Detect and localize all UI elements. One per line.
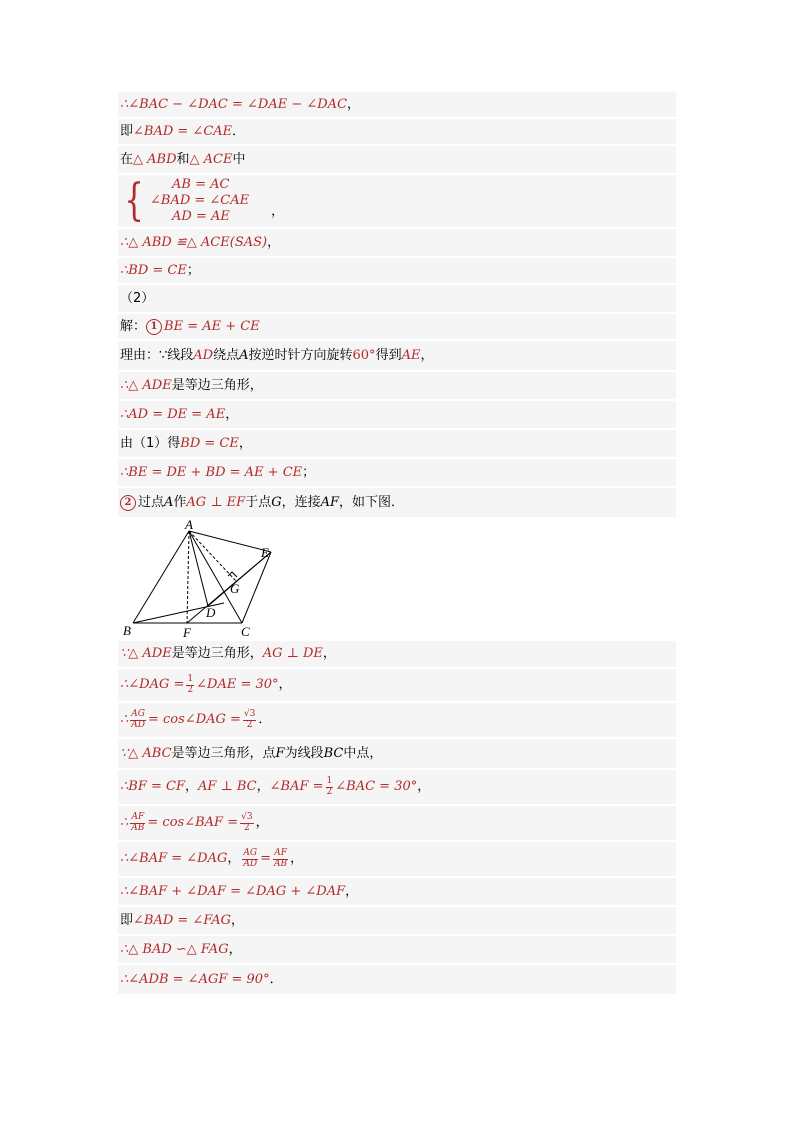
line-17: ∴ $\frac{AG}{AD}$ = cos∠DAG = $\frac{√3}{2}$ ． xyxy=(118,703,676,739)
line-7: （2） xyxy=(118,285,676,314)
line-2: 即 ∠BAD = ∠CAE ． xyxy=(118,119,676,146)
fraction: $\frac{AG}{AD}$ xyxy=(131,709,145,730)
figure-row xyxy=(118,519,676,641)
fraction: $\frac{√3}{2}$ xyxy=(243,709,256,730)
segment-AG-dashed xyxy=(189,531,236,581)
line-25: ∴∠ADB = ∠AGF = 90° ． xyxy=(118,965,676,996)
line-19: ∴BF = CF ， AF ⊥ BC ， ∠BAF = $\frac{1}{2}$ ∠BAC = 30° ， xyxy=(118,770,676,806)
fraction: $\frac{AF}{AB}$ xyxy=(274,848,288,869)
label-D: D xyxy=(206,605,216,620)
line-21: ∴∠BAF = ∠DAG ， $\frac{AG}{AD}$ = $\frac{AF}{AB}$ ， xyxy=(118,842,676,878)
line-12: 由（1）得 BD = CE ， xyxy=(118,430,676,459)
line-15: ∵△ ADE 是等边三角形， AG ⊥ DE ， xyxy=(118,641,676,669)
label-C: C xyxy=(241,624,250,639)
line-18: ∵△ ABC 是等边三角形，点 F 为线段 BC 中点， xyxy=(118,739,676,770)
label-A: A xyxy=(185,519,193,532)
line-1: ∴∠BAC − ∠DAC = ∠DAE − ∠DAC ， xyxy=(118,92,676,119)
label-F: F xyxy=(183,625,191,639)
segment-AD xyxy=(189,531,208,606)
line-23: 即 ∠BAD = ∠FAG ， xyxy=(118,907,676,936)
fraction: $\frac{AF}{AB}$ xyxy=(131,812,145,833)
equation-system: { AB = AC ∠BAD = ∠CAE AD = AE ， xyxy=(124,175,285,226)
fraction: $\frac{1}{2}$ xyxy=(187,674,194,695)
label-G: G xyxy=(230,581,240,596)
math-expr: ∠BAD = ∠CAE xyxy=(133,123,233,139)
line-13: ∴BE = DE + BD = AE + CE ； xyxy=(118,459,676,488)
segment-AE xyxy=(189,531,271,552)
line-8: 解： 1 BE = AE + CE xyxy=(118,314,676,341)
label-B: B xyxy=(123,623,131,638)
fraction: $\frac{AG}{AD}$ xyxy=(243,848,258,869)
right-angle-mark xyxy=(228,572,237,577)
geometry-figure xyxy=(120,519,274,639)
line-22: ∴∠BAF + ∠DAF = ∠DAG + ∠DAF ， xyxy=(118,878,676,907)
segment-AF-dashed xyxy=(187,531,189,623)
left-brace-icon: { xyxy=(124,175,144,226)
circled-number: 1 xyxy=(146,319,162,335)
label-E: E xyxy=(261,545,269,560)
line-16: ∴∠DAG = $\frac{1}{2}$ ∠DAE = 30° ， xyxy=(118,669,676,703)
line-3: 在 △ ABD 和 △ ACE 中 xyxy=(118,146,676,175)
segment-AB xyxy=(133,531,189,623)
line-11: ∴AD = DE = AE ， xyxy=(118,401,676,430)
segment-EC xyxy=(242,552,271,623)
math-expr: ∴∠BAC − ∠DAC = ∠DAE − ∠DAC xyxy=(120,96,348,112)
line-20: ∴ $\frac{AF}{AB}$ = cos∠BAF = $\frac{√3}{2}$ ， xyxy=(118,806,676,842)
circled-number: 2 xyxy=(120,495,136,511)
line-10: ∴△ ADE 是等边三角形， xyxy=(118,372,676,401)
line-6: ∴BD = CE ； xyxy=(118,258,676,285)
line-9: 理由：∵线段 AD 绕点 A 按逆时针方向旋转 60° 得到 AE ， xyxy=(118,341,676,372)
line-5: ∴△ ABD ≌△ ACE(SAS) ， xyxy=(118,229,676,258)
line-24: ∴△ BAD ∽△ FAG ， xyxy=(118,936,676,965)
fraction: $\frac{√3}{2}$ xyxy=(241,812,253,833)
solution-content xyxy=(118,92,676,996)
segment-FE xyxy=(187,552,271,623)
fraction: $\frac{1}{2}$ xyxy=(326,776,333,797)
line-4-system xyxy=(118,175,676,229)
line-14: 2 过点 A 作 AG ⊥ EF 于点 G ，连接 AF ，如下图． xyxy=(118,488,676,519)
